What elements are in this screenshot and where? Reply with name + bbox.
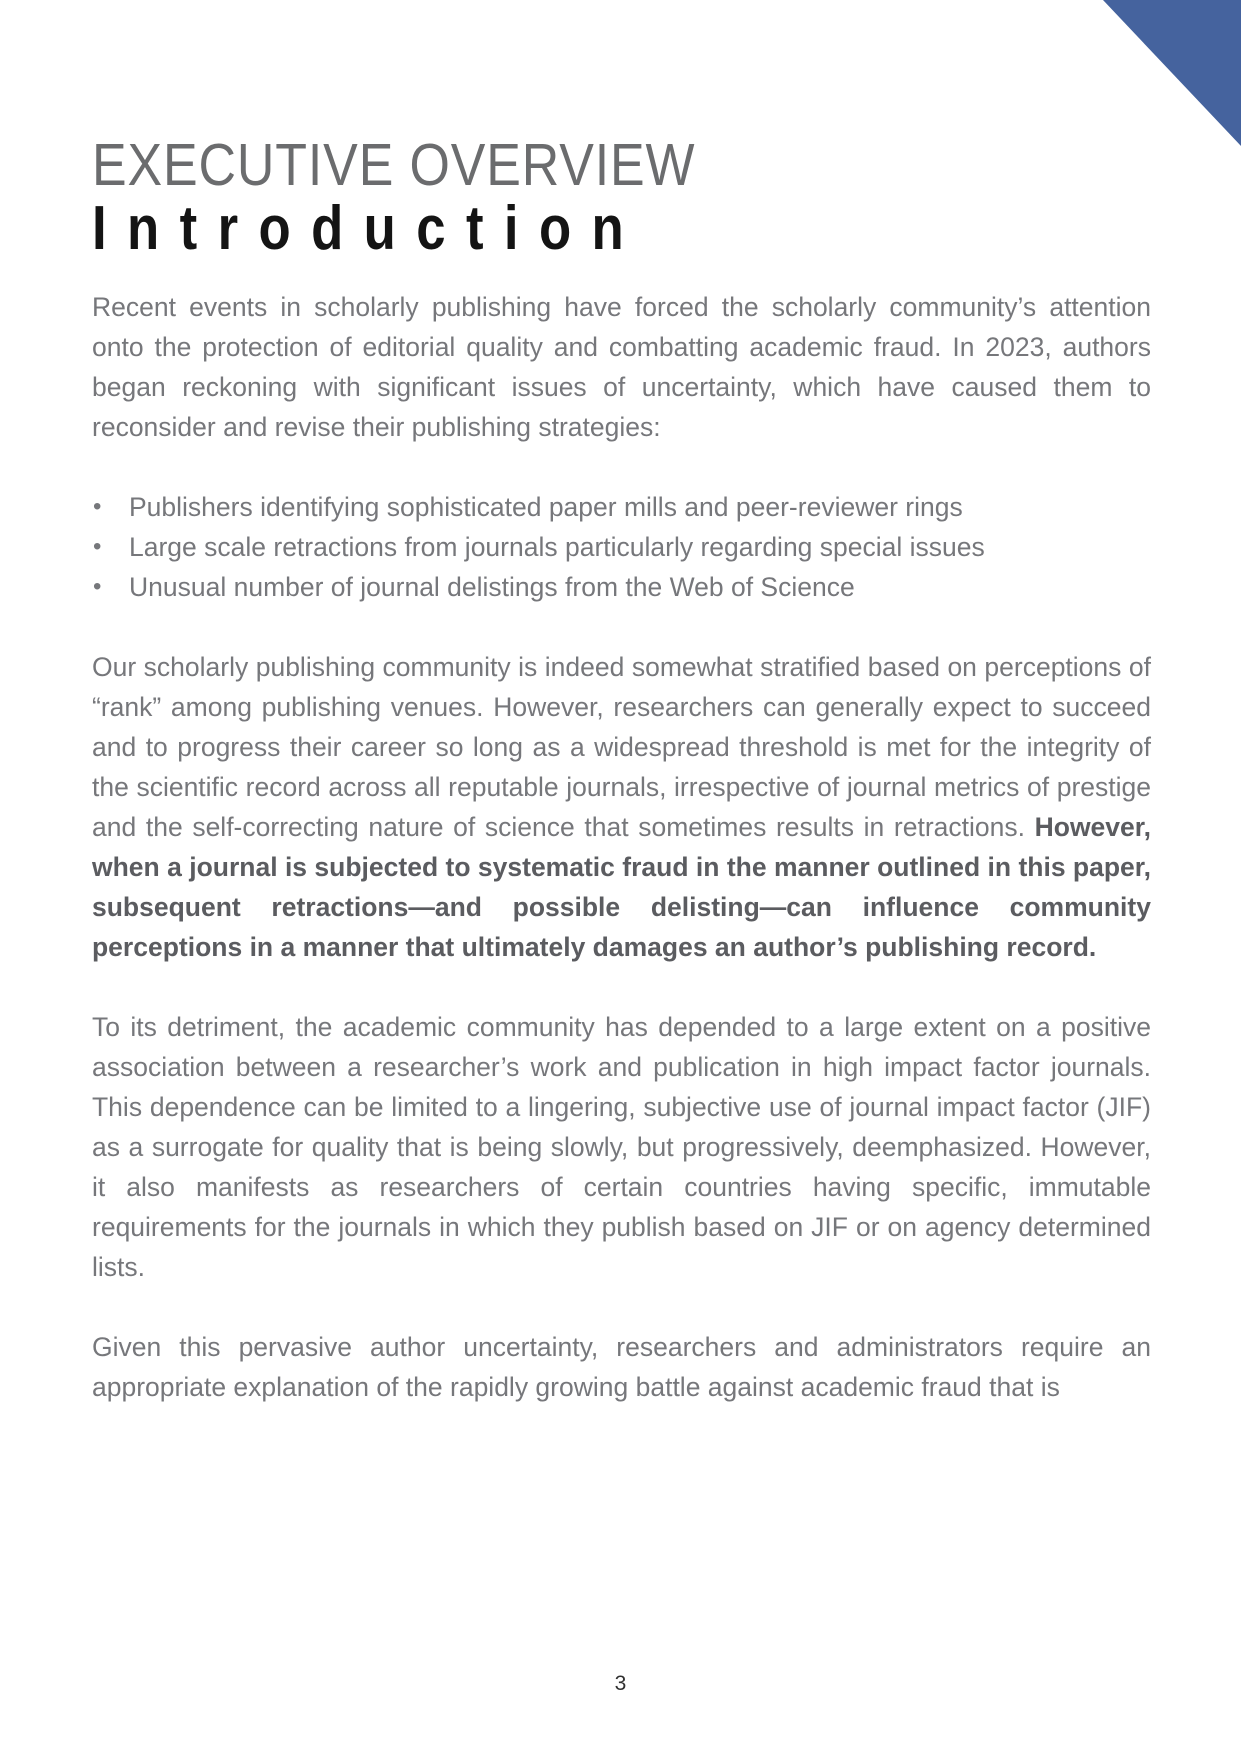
bullet-icon: •	[93, 533, 102, 560]
list-item-text: Large scale retractions from journals particularly regarding special issues	[129, 532, 985, 562]
bullet-icon: •	[93, 493, 102, 520]
bullet-list	[92, 487, 1151, 607]
paragraph-stratification	[92, 647, 1151, 967]
corner-accent-triangle	[1103, 0, 1241, 146]
section-kicker: EXECUTIVE OVERVIEW	[92, 132, 696, 198]
list-item-text: Publishers identifying sophisticated paper mills and peer-reviewer rings	[129, 492, 963, 522]
page-title: Introduction	[92, 194, 645, 263]
paragraph-bold-run: However, when a journal is subjected to systematic fraud in the manner outlined in this paper, subsequent retractions—and possible delisting—can influence community perceptions in a manner that ultimately damages an author’s publishing record.	[92, 812, 1151, 962]
list-item	[93, 527, 1151, 567]
page-content	[92, 132, 1151, 1447]
paragraph-intro: Recent events in scholarly publishing have forced the scholarly community’s attention onto the protection of editorial quality and combatting academic fraud. In 2023, authors began reckoning with significant issues of uncertainty, which have caused them to reconsider and revise their publishing strategies:	[92, 292, 1151, 442]
page-number: 3	[614, 1672, 627, 1695]
list-item	[93, 567, 1151, 607]
list-item-text: Unusual number of journal delistings from the Web of Science	[129, 572, 855, 602]
bullet-icon: •	[93, 573, 102, 600]
paragraph-jif: To its detriment, the academic community has depended to a large extent on a positive association between a researcher’s work and publication in high impact factor journals. This dependence can be limited to a lingering, subjective use of journal impact factor (JIF) as a surrogate for quality that is being slowly, but progressively, deemphasized. However, it also manifests as researchers of certain countries having specific, immutable requirements for the journals in which they publish based on JIF or on agency determined lists.	[92, 1012, 1151, 1282]
paragraph-closing: Given this pervasive author uncertainty, researchers and administrators require an appropriate explanation of the rapidly growing battle against academic fraud that is	[92, 1332, 1151, 1402]
list-item	[93, 487, 1151, 527]
paragraph-regular-run: Our scholarly publishing community is indeed somewhat stratified based on perceptions of “rank” among publishing venues. However, researchers can generally expect to succeed and to progress their career so long as a widespread threshold is met for the integrity of the scientific record across all reputable journals, irrespective of journal metrics of prestige and the self-correcting nature of science that sometimes results in retractions.	[92, 652, 1151, 842]
